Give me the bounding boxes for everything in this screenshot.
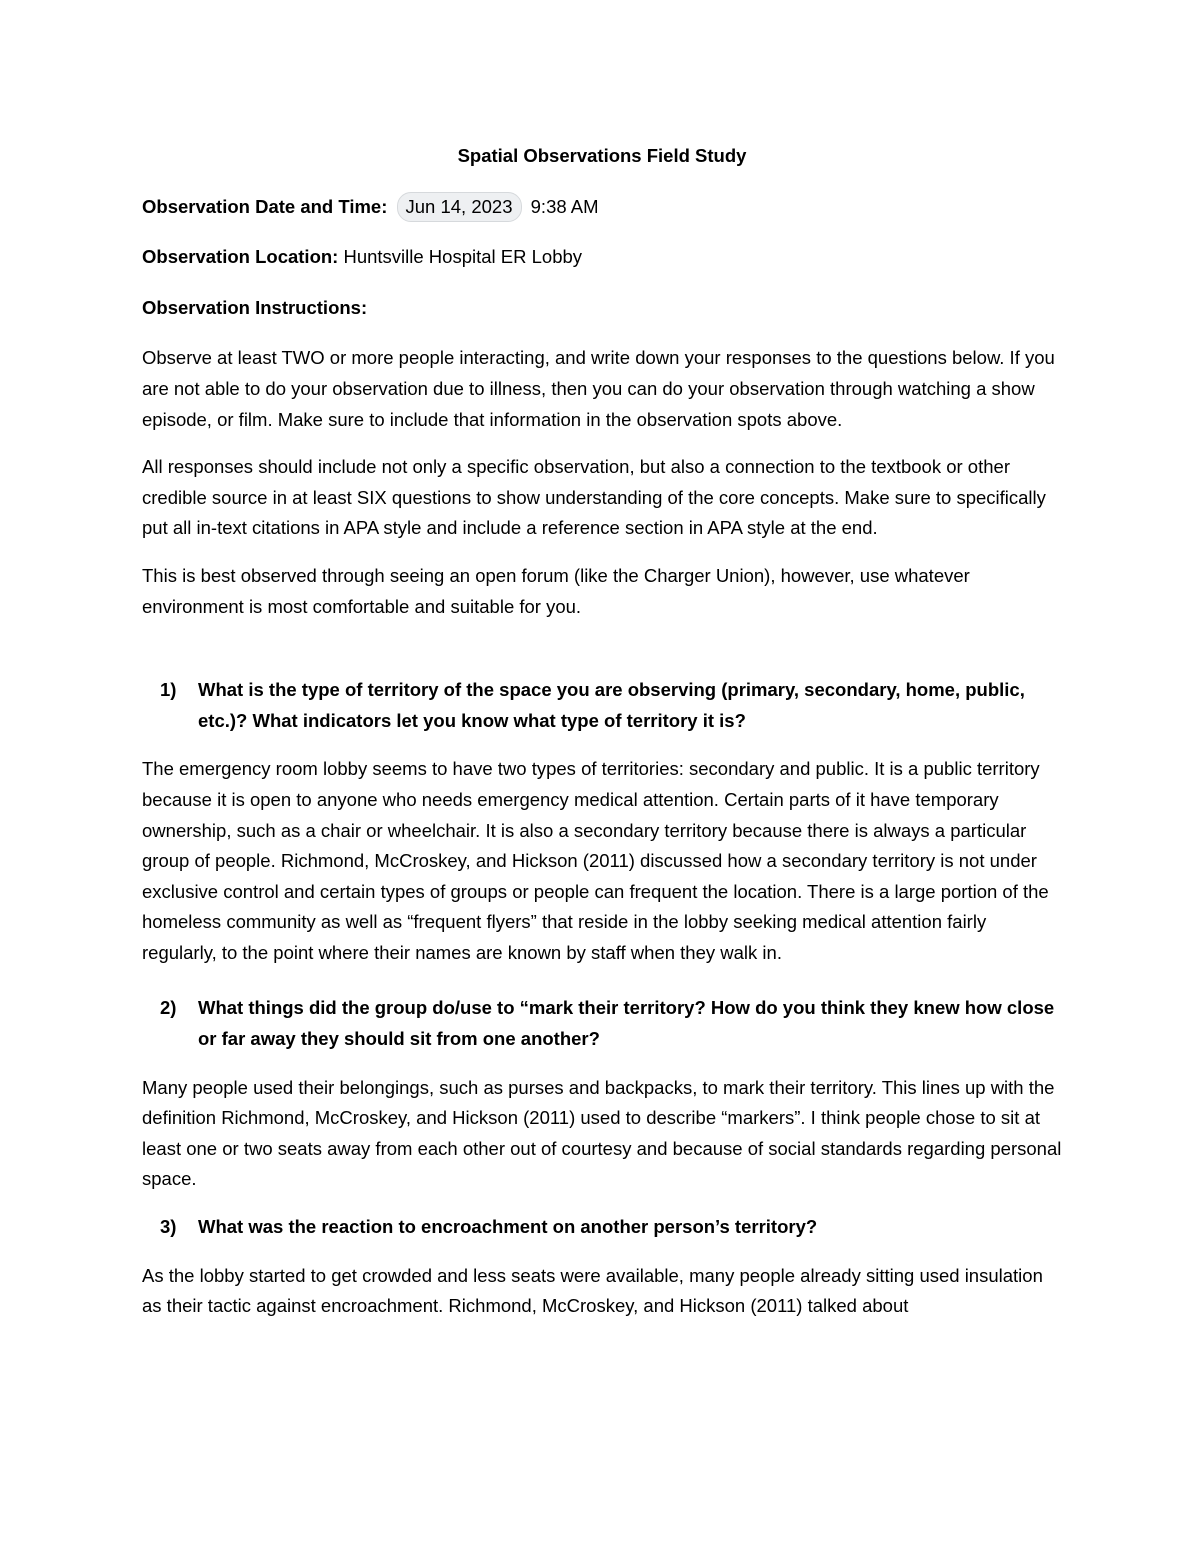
document-title: Spatial Observations Field Study [457,145,747,166]
observation-date-line [142,192,1062,223]
question-1 [142,675,1062,736]
question-number: 1) [160,679,177,701]
observation-instructions-heading [142,293,1062,324]
answer-paragraph: Many people used their belongings, such as purses and backpacks, to mark their territory. This lines up with the definition Richmond, McCroskey, and Hickson (2011) used to describe “markers”. I think people chose to sit at least one or two seats away from each other out of courtesy and because of social standards regarding personal space. [142,1076,1062,1190]
instructions-paragraph: All responses should include not only a specific observation, but also a connection to the textbook or other credible source in at least SIX questions to show understanding of the core concepts. Make sure to specifically put all in-text citations in APA style and include a reference section in APA style at the end. [142,456,1046,539]
question-text: What is the type of territory of the space you are observing (primary, secondary, home, public, etc.)? What indicators let you know what type of territory it is? [198,679,1025,731]
question-text: What things did the group do/use to “mark their territory? How do you think they knew how close or far away they should sit from one another? [198,997,1055,1050]
spacer [142,639,1062,675]
question-text: What was the reaction to encroachment on another person’s territory? [198,1216,818,1238]
observation-location-line [142,242,1062,273]
document-body [142,141,1062,1339]
answer-paragraph: As the lobby started to get crowded and less seats were available, many people already sitting used insulation as their tactic against encroachment. Richmond, McCroskey, and Hickson (2011) talked about [142,1264,1043,1317]
observation-instructions-label: Observation Instructions: [142,296,368,318]
question-number: 3) [160,1216,177,1238]
observation-location-label: Observation Location: [142,246,339,268]
instructions-paragraph: This is best observed through seeing an open forum (like the Charger Union), however, use whatever environment is most comfortable and suitable for you. [142,564,970,617]
spacer [142,985,1062,993]
question-number: 2) [160,997,177,1019]
answer-paragraph: The emergency room lobby seems to have two types of territories: secondary and public. It is a public territory because it is open to anyone who needs emergency medical attention. Certain parts of it have temporary ownership, such as a chair or wheelchair. It is also a secondary territory because there is always a particular group of people. Richmond, McCroskey, and Hickson (2011) discussed how a secondary territory is not under exclusive control and certain types of groups or people can frequent the location. There is a large portion of the homeless community as well as “frequent flyers” that reside in the lobby seeking medical attention fairly regularly, to the point where their names are known by staff when they walk in. [142,758,1049,963]
date-smart-chip[interactable]: Jun 14, 2023 [397,192,522,222]
question-3 [142,1212,1062,1243]
observation-date-label: Observation Date and Time: [142,195,388,217]
observation-location-value: Huntsville Hospital ER Lobby [343,246,583,268]
observation-time: 9:38 AM [530,195,599,217]
question-2 [142,993,1062,1054]
instructions-paragraph: Observe at least TWO or more people interacting, and write down your responses to the questions below. If you are not able to do your observation due to illness, then you can do your observation through watching a show episode, or film. Make sure to include that information in the observation spots above. [142,347,1055,430]
